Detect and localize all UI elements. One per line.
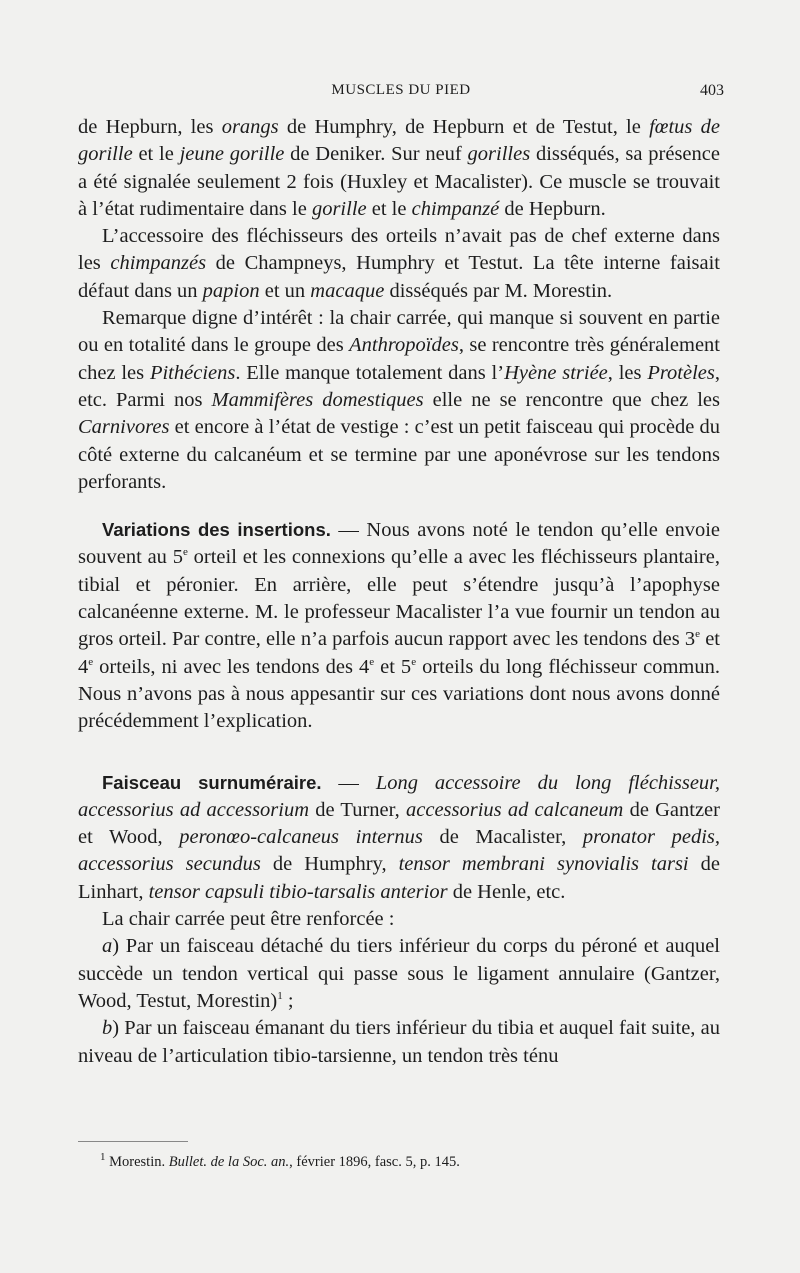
italic-run: Carnivores [78, 416, 170, 439]
list-item [78, 1015, 720, 1070]
italic-run: macaque [310, 279, 385, 302]
text-run: ) Par un faisceau détaché du tiers inférieur du corps du péroné et auquel succède un tendon vertical qui passe sous le ligament annulaire (Gantzer, Wood, Testut, Morestin) [78, 935, 720, 1012]
italic-run: tensor capsuli tibio-tarsalis anterior [148, 880, 448, 903]
text-run: La chair carrée peut être renforcée : [102, 908, 395, 931]
text-run: Remarque digne d’intérêt : la chair carrée, qui manque si souvent en partie ou en totalité dans le groupe des [78, 307, 720, 357]
text-run: de Henle, etc. [447, 880, 566, 903]
running-title: MUSCLES DU PIED [331, 82, 471, 98]
superscript: 1 [277, 990, 283, 1003]
superscript: e [411, 655, 417, 668]
text-run: de Turner, [309, 798, 406, 821]
italic-run: chimpanzés [110, 252, 207, 275]
italic-run: Protèles [647, 361, 715, 384]
italic-run: a [102, 935, 113, 958]
text-run: disséqués, sa présence a été signalée seulement 2 fois (Huxley et Macalister). Ce muscle se trouvait à l’état rudimentaire dans le [78, 143, 720, 220]
paragraph [78, 223, 720, 305]
italic-run: Anthropoïdes [349, 334, 459, 357]
italic-run: orangs [221, 116, 279, 138]
text-run: elle ne se rencontre que chez les [423, 388, 721, 411]
text-run: orteils, ni avec les tendons des 4 [93, 655, 370, 678]
text-run: , février 1896, fasc. 5, p. 145. [289, 1154, 460, 1170]
footnote [100, 1153, 700, 1171]
text-run: ) Par un faisceau émanant du tiers inférieur du tibia et auquel fait suite, au niveau de l’articulation tibio-tarsienne, un tendon très ténu [78, 1017, 720, 1067]
text-run: Morestin. [105, 1154, 169, 1170]
text-run: et 5 [374, 655, 412, 678]
text-run: — Nous avons noté le tendon qu’elle envoie souvent au 5 [78, 519, 720, 569]
italic-run: tensor membrani synovialis tarsi [398, 853, 689, 876]
text-run: . Elle manque totalement dans l’ [235, 361, 505, 384]
superscript: e [369, 655, 375, 668]
text-run: de Champneys, Humphry et Testut. La tête interne faisait défaut dans un [78, 252, 720, 302]
text-run: de Linhart, [78, 853, 720, 903]
footnote-rule [78, 1141, 188, 1142]
italic-run: jeune gorille [179, 143, 285, 166]
text-run: et un [259, 279, 311, 302]
page-number: 403 [700, 82, 724, 99]
paragraph [78, 906, 720, 933]
section-title: Faisceau surnuméraire. [102, 771, 322, 793]
text-run: disséqués par M. Morestin. [384, 279, 613, 302]
italic-run: fœtus de gorille [78, 116, 720, 166]
italic-run: Pithéciens [149, 361, 236, 384]
italic-run: gorilles [467, 143, 531, 166]
italic-run: peronœo-calcaneus internus [179, 826, 423, 849]
text-run: de Gantzer et Wood, [78, 798, 720, 849]
italic-run: chimpanzé [411, 197, 500, 220]
section-variations-des-insertions [78, 516, 720, 735]
italic-run: papion [202, 279, 260, 302]
text-run: , se rencontre très généralement chez les [78, 334, 720, 384]
paragraph [78, 305, 720, 496]
section-faisceau-surnumeraire [78, 769, 720, 906]
page-header [78, 82, 724, 106]
italic-run: Hyène striée [504, 361, 608, 384]
text-run: , les [607, 361, 648, 384]
italic-run: gorille [311, 197, 367, 220]
section-title: Variations des insertions. [102, 519, 331, 541]
italic-run: b [102, 1017, 113, 1040]
text-run: orteils du long fléchisseur commun. Nous n’avons pas à nous appesantir sur ces variations dont nous avons donné précédemment l’explication. [78, 655, 720, 733]
text-run: et le [366, 197, 412, 220]
text-run: de Humphry, [260, 853, 399, 876]
text-run: de Deniker. Sur neuf [284, 143, 468, 166]
text-run: — [321, 771, 376, 794]
italic-run: Bullet. de la Soc. an. [168, 1154, 290, 1170]
italic-run: accessorius ad calcaneum [406, 798, 624, 821]
italic-run: Long accessoire du long fléchisseur, accessorius ad accessorium [78, 771, 721, 821]
superscript: 1 [100, 1151, 106, 1164]
text-run: L’accessoire des fléchisseurs des orteils n’avait pas de chef externe dans les [78, 225, 720, 275]
text-run: et le [132, 143, 180, 166]
text-run: , etc. Parmi nos [78, 361, 720, 411]
body-text [78, 114, 720, 1070]
superscript: e [88, 655, 94, 668]
superscript: e [182, 546, 188, 559]
text-run: ; [282, 989, 294, 1012]
text-run: de Hepburn, les [78, 116, 222, 138]
text-run: de Humphry, de Hepburn et de Testut, le [278, 116, 650, 138]
text-run: de Macalister, [422, 826, 583, 849]
text-run: de Hepburn. [499, 197, 606, 220]
superscript: e [695, 628, 701, 641]
text-run: et encore à l’état de vestige : c’est un petit faisceau qui procède du côté externe du calcanéum et se termine par une aponévrose sur les tendons perforants. [78, 416, 720, 493]
paragraph [78, 114, 720, 223]
italic-run: pronator pedis, accessorius secundus [78, 826, 720, 876]
text-run: et 4 [78, 628, 720, 678]
list-item [78, 933, 720, 1015]
text-run: orteil et les connexions qu’elle a avec les fléchisseurs plantaire, tibial et péronier. En arrière, elle peut s’étendre jusqu’à l’apophyse calcanéenne externe. M. le professeur Macalister l’a vue fournir un tendon au gros orteil. Par contre, elle n’a parfois aucun rapport avec les tendons des 3 [78, 546, 720, 651]
italic-run: Mammifères domestiques [211, 388, 424, 411]
